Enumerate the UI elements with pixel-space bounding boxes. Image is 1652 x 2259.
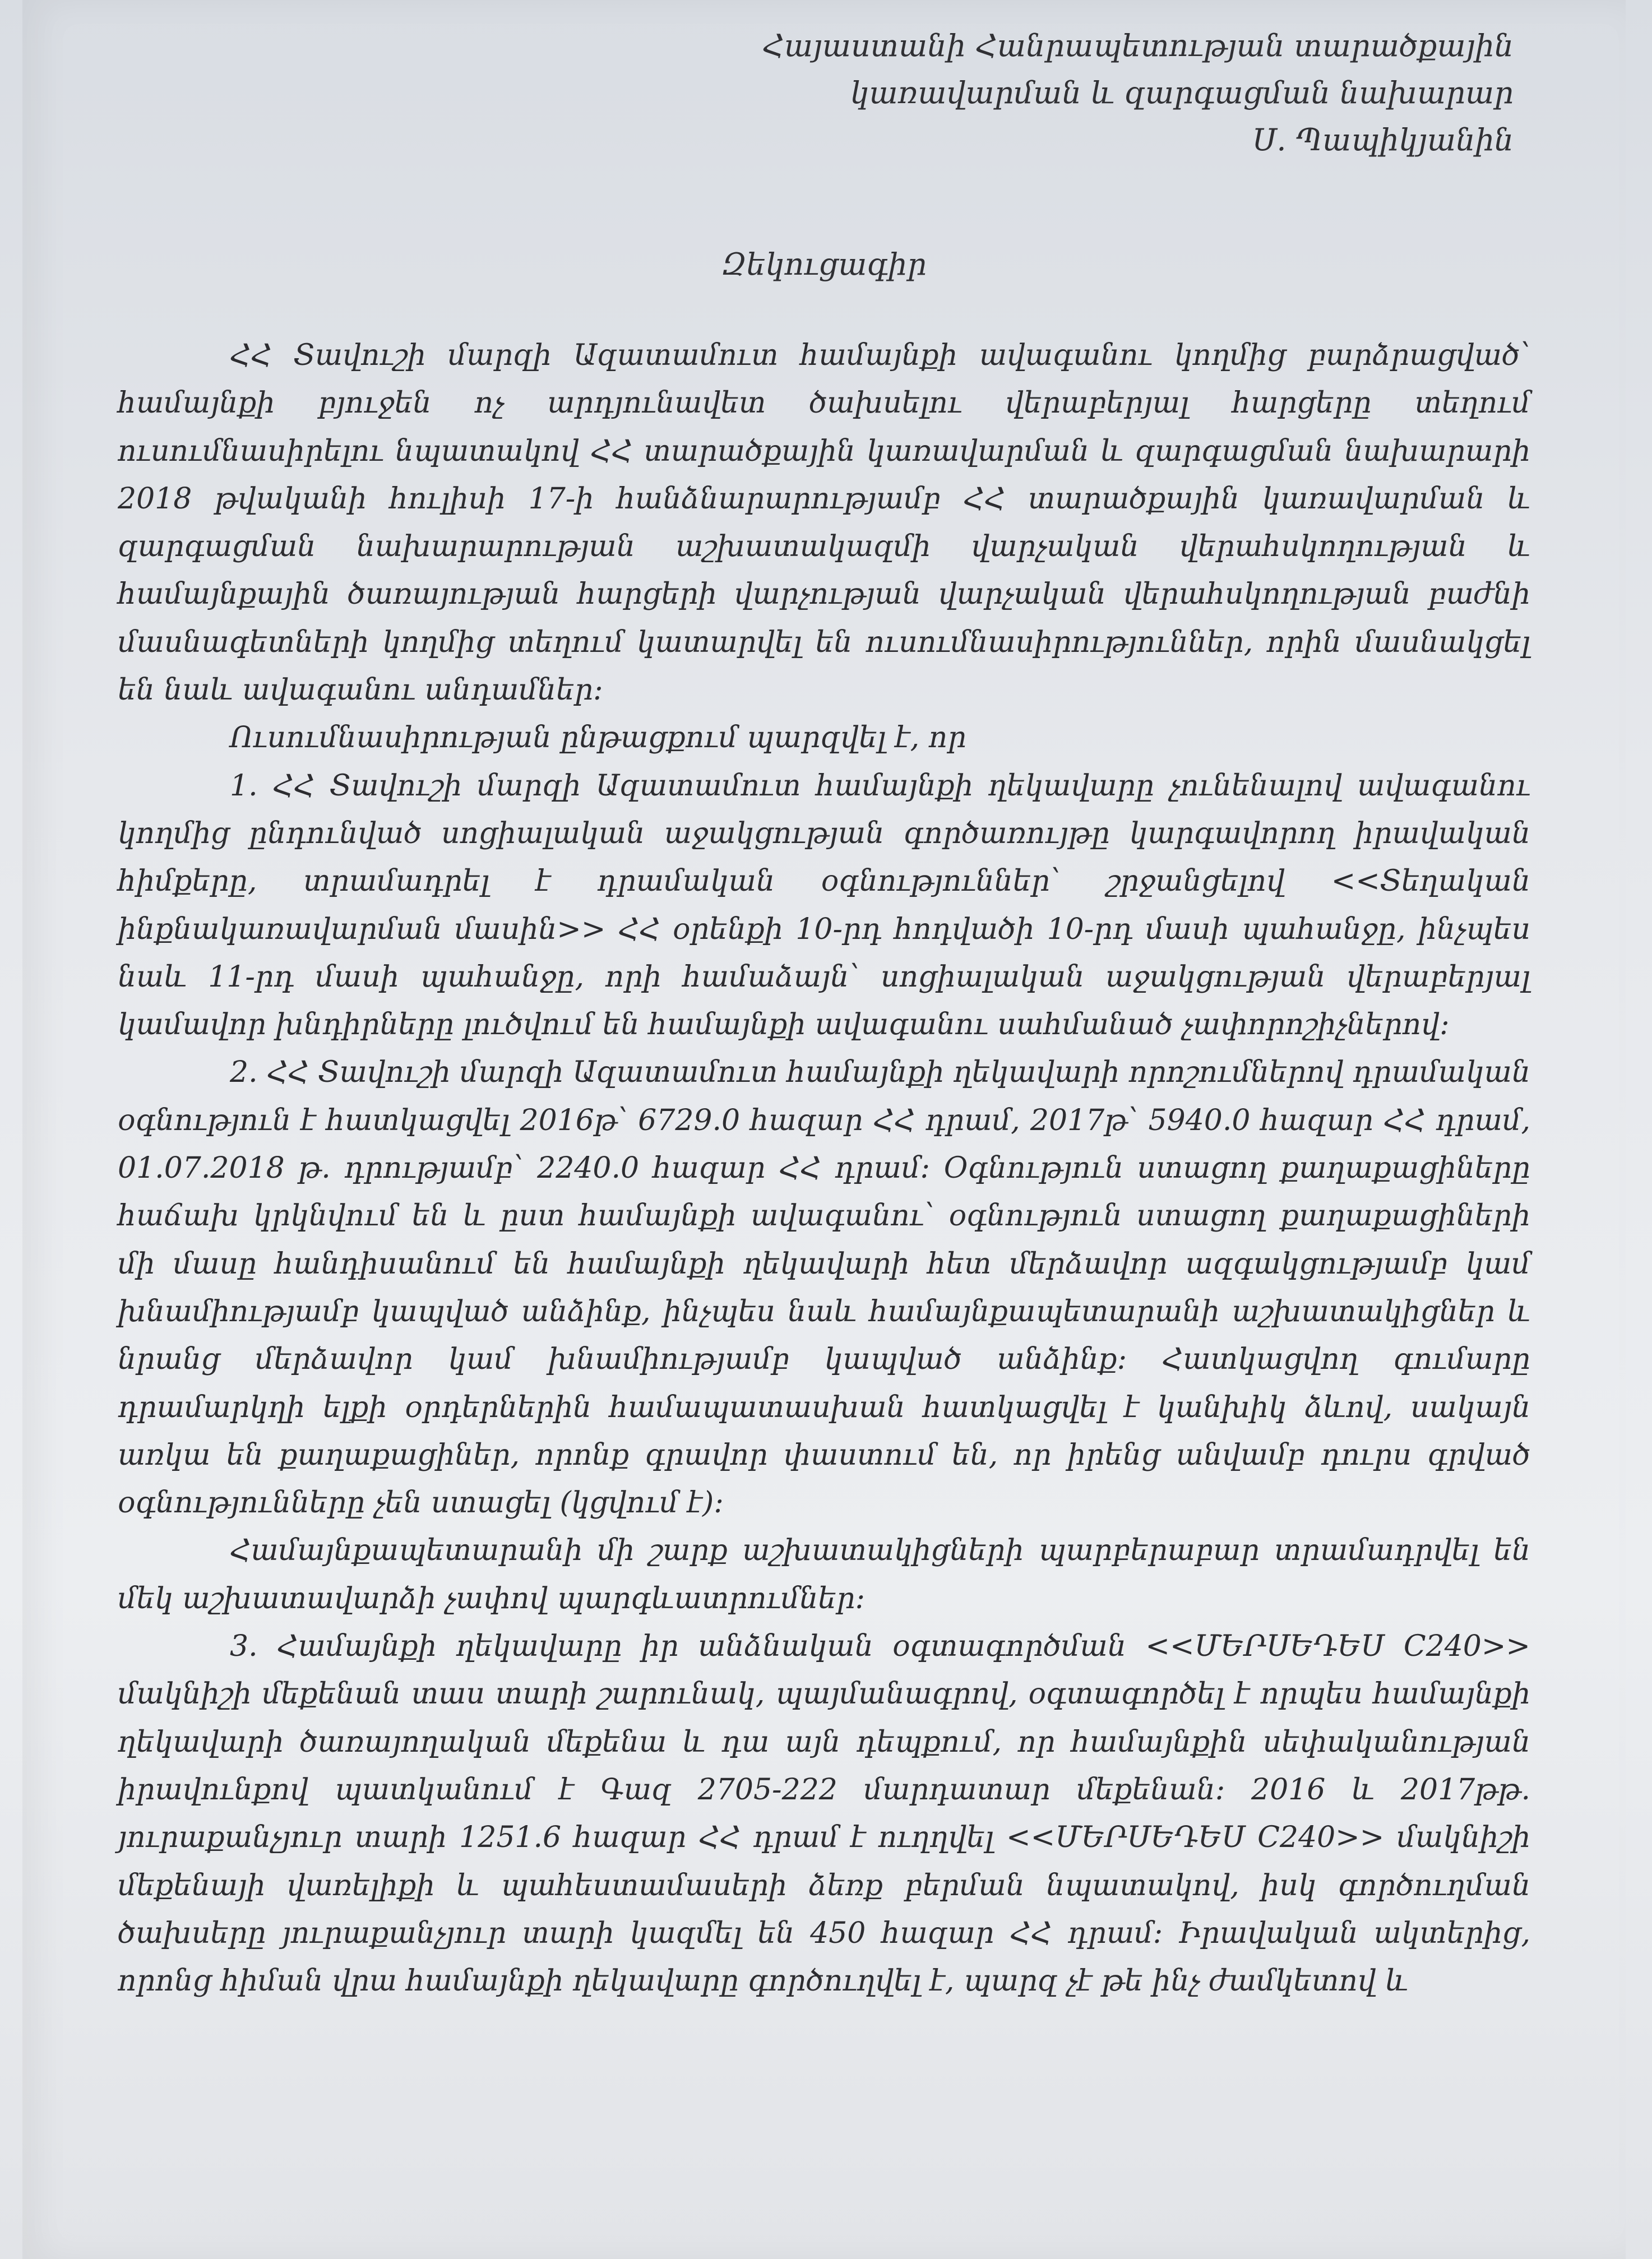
paragraph-bonuses: Համայնքապետարանի մի շարք աշխատակիցների պարբերաբար տրամադրվել են մեկ աշխատավարձի չափով պարգևատրումներ: bbox=[118, 1534, 1530, 1615]
document-page bbox=[22, 0, 1626, 2259]
paragraph-item-3: 3. Համայնքի ղեկավարը իր անձնական օգտագործման <<ՄԵՐՍԵԴԵՍ C240>> մակնիշի մեքենան տաս տարի շարունակ, պայմանագրով, օգտագործել է որպես համայնքի ղեկավարի ծառայողական մեքենա և դա այն դեպքում, որ համայնքին սեփականության իրավունքով պատկանում է Գազ 2705-222 մարդատար մեքենան: 2016 և 2017թթ. յուրաքանչյուր տարի 1251.6 հազար ՀՀ դրամ է ուղղվել <<ՄԵՐՍԵԴԵՍ C240>> մակնիշի մեքենայի վառելիքի և պահեստամասերի ձեռք բերման նպատակով, իսկ գործուղման ծախսերը յուրաքանչյուր տարի կազմել են 450 հազար ՀՀ դրամ: Իրավական ակտերից, որոնց հիման վրա համայնքի ղեկավարը գործուղվել է, պարզ չէ թե ինչ ժամկետով և bbox=[118, 1630, 1530, 1998]
addressee-line-1: Հայաստանի Հանրապետության տարածքային bbox=[762, 28, 1514, 63]
addressee-block bbox=[762, 22, 1514, 164]
paragraph-item-1: 1. ՀՀ Տավուշի մարզի Ազատամուտ համայնքի ղեկավարը չունենալով ավագանու կողմից ընդունված սոցիալական աջակցության գործառույթը կարգավորող իրավական հիմքերը, տրամադրել է դրամական օգնություններ՝ շրջանցելով <<Տեղական ինքնակառավարման մասին>> ՀՀ օրենքի 10-րդ հոդվածի 10-րդ մասի պահանջը, ինչպես նաև 11-րդ մասի պահանջը, որի համաձայն՝ սոցիալական աջակցության վերաբերյալ կամավոր խնդիրները լուծվում են համայնքի ավագանու սահմանած չափորոշիչներով: bbox=[118, 769, 1530, 1042]
paragraph-intro: ՀՀ Տավուշի մարզի Ազատամուտ համայնքի ավագանու կողմից բարձրացված՝ համայնքի բյուջեն ոչ արդյունավետ ծախսելու վերաբերյալ հարցերը տեղում ուսումնասիրելու նպատակով ՀՀ տարածքային կառավարման և զարգացման նախարարի 2018 թվականի հուլիսի 17-ի հանձնարարությամբ ՀՀ տարածքային կառավարման և զարգացման նախարարության աշխատակազմի վարչական վերահսկողության և համայնքային ծառայության հարցերի վարչության վարչական վերահսկողության բաժնի մասնագետների կողմից տեղում կատարվել են ուսումնասիրություններ, որին մասնակցել են նաև ավագանու անդամներ: bbox=[118, 339, 1530, 707]
document-body bbox=[118, 332, 1530, 2005]
addressee-line-3: Ս. Պապիկյանին bbox=[1252, 122, 1514, 158]
document-title: Զեկուցագիր bbox=[721, 247, 927, 282]
addressee-line-2: կառավարման և զարգացման նախարար bbox=[850, 75, 1514, 110]
paragraph-findings-lead: Ուսումնասիրության ընթացքում պարզվել է, որ bbox=[230, 721, 966, 755]
paragraph-item-2: 2. ՀՀ Տավուշի մարզի Ազատամուտ համայնքի ղեկավարի որոշումներով դրամական օգնություն է հատկացվել 2016թ՝ 6729.0 հազար ՀՀ դրամ, 2017թ՝ 5940.0 հազար ՀՀ դրամ, 01.07.2018 թ. դրությամբ՝ 2240.0 հազար ՀՀ դրամ: Օգնություն ստացող քաղաքացիները հաճախ կրկնվում են և ըստ համայնքի ավագանու՝ օգնություն ստացող քաղաքացիների մի մասը հանդիսանում են համայնքի ղեկավարի հետ մերձավոր ազգակցությամբ կամ խնամիությամբ կապված անձինք, ինչպես նաև համայնքապետարանի աշխատակիցներ և նրանց մերձավոր կամ խնամիությամբ կապված անձինք: Հատկացվող գումարը դրամարկղի ելքի օրդերներին համապատասխան հատկացվել է կանխիկ ձևով, սակայն առկա են քաղաքացիներ, որոնք գրավոր փաստում են, որ իրենց անվամբ դուրս գրված օգնությունները չեն ստացել (կցվում է): bbox=[118, 1056, 1530, 1520]
